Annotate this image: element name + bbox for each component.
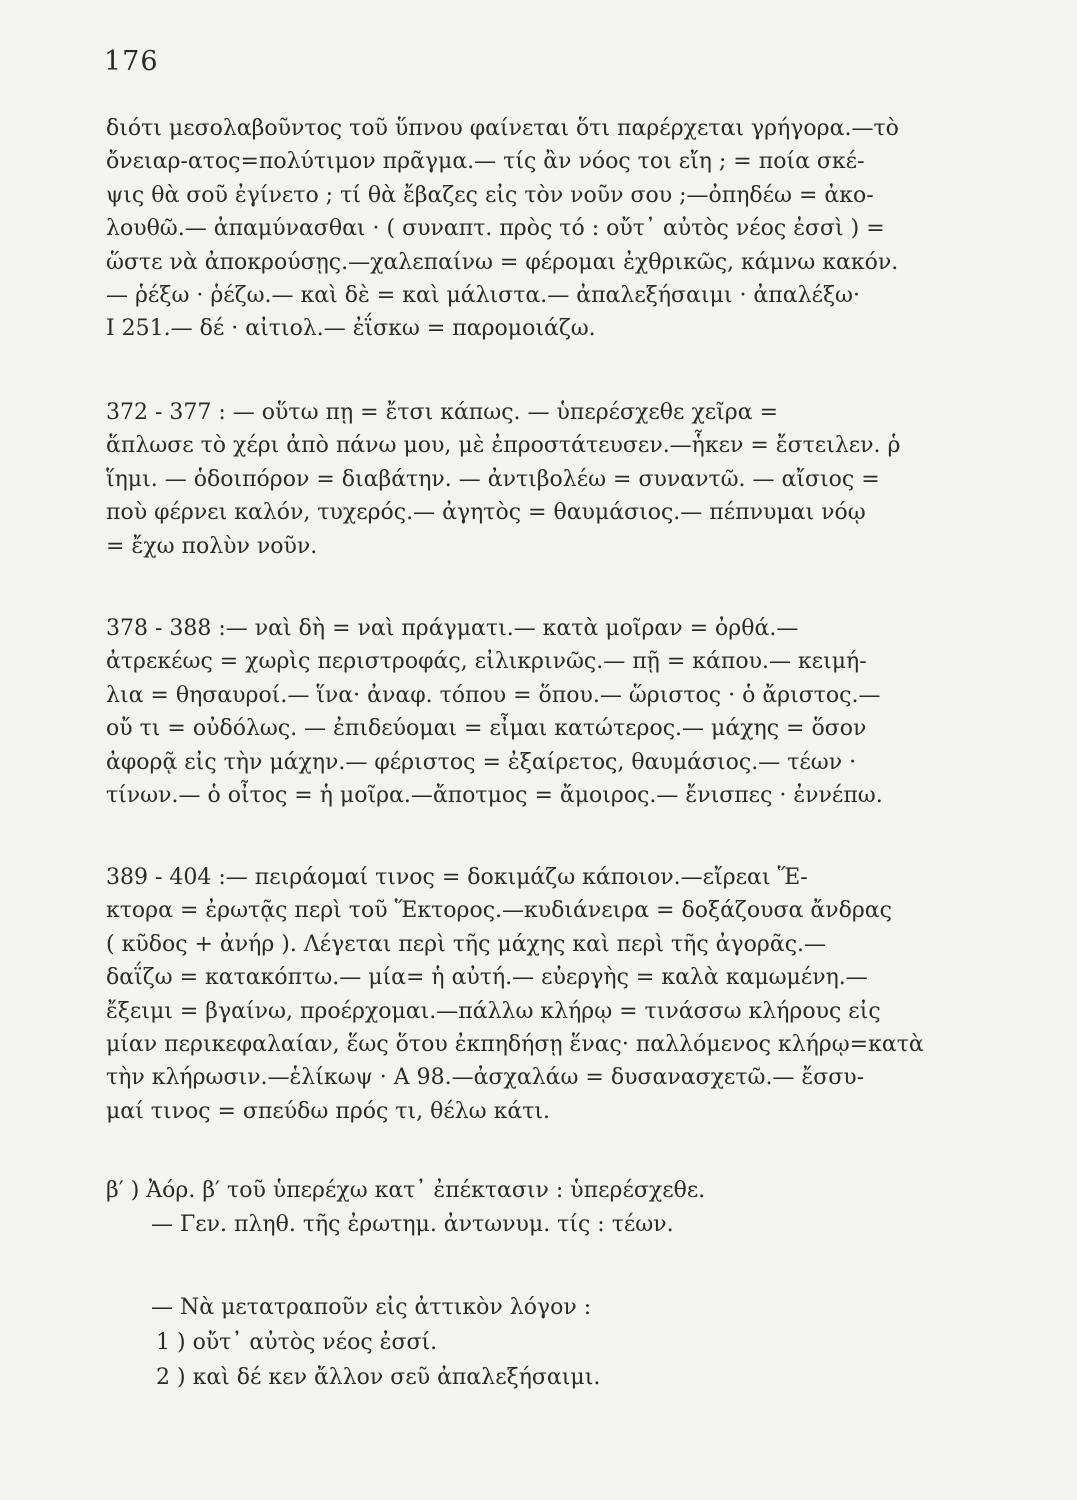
- text-line: ( κῦδος + ἀνήρ ). Λέγεται περὶ τῆς μάχης καὶ περὶ τῆς ἀγορᾶς.—: [106, 931, 827, 957]
- text-line: μαί τινος = σπεύδω πρός τι, θέλω κάτι.: [106, 1098, 551, 1124]
- text-line: 2 ) καὶ δέ κεν ἄλλον σεῦ ἀπαλεξήσαιμι.: [156, 1365, 601, 1390]
- text-line: τὴν κλήρωσιν.—ἑλίκωψ · Α 98.—ἀσχαλάω = δυσανασχετῶ.— ἔσσυ-: [106, 1065, 865, 1091]
- text-line: 389 - 404 :— πειράομαί τινος = δοκιμάζω κάποιον.—εἴρεαι Ἕ-: [106, 865, 808, 890]
- text-line: ὥστε νὰ ἀποκρούσῃς.—χαλεπαίνω = φέρομαι ἐχθρικῶς, κάμνω κακόν.: [106, 249, 899, 275]
- text-line: — ῥέξω · ῥέζω.— καὶ δὲ = καὶ μάλιστα.— ἀπαλεξήσαιμι · ἀπαλέξω·: [106, 283, 860, 309]
- text-line: ἀφορᾷ εἰς τὴν μάχην.— φέριστος = ἐξαίρετος, θαυμάσιος.— τέων ·: [106, 749, 857, 775]
- text-line: — Γεν. πληθ. τῆς ἐρωτημ. ἀντωνυμ. τίς : τέων.: [151, 1212, 674, 1237]
- text-line: ἅπλωσε τὸ χέρι ἀπὸ πάνω μου, μὲ ἐπροστάτευσεν.—ἧκεν = ἔστειλεν. ῥ: [106, 433, 901, 459]
- text-line: λουθῶ.— ἀπαμύνασθαι · ( συναπτ. πρὸς τό : οὔτ᾽ αὐτὸς νέος ἐσσὶ ) =: [106, 216, 885, 242]
- text-line: = ἔχω πολὺν νοῦν.: [106, 533, 318, 559]
- text-line: β′ ) Ἀόρ. β′ τοῦ ὑπερέχω κατ᾽ ἐπέκτασιν : ὑπερέσχεθε.: [106, 1178, 706, 1203]
- text-line: οὔ τι = οὐδόλως. — ἐπιδεύομαι = εἶμαι κατώτερος.— μάχης = ὅσον: [106, 716, 867, 742]
- text-line: ψις θὰ σοῦ ἐγίνετο ; τί θὰ ἔβαζες εἰς τὸν νοῦν σου ;—ὀπηδέω = ἀκο-: [106, 182, 874, 208]
- text-line: ποὺ φέρνει καλόν, τυχερός.— ἀγητὸς = θαυμάσιος.— πέπνυμαι νόῳ: [106, 500, 866, 526]
- commentary-paragraph-389-404: [106, 861, 962, 1128]
- text-line: — Νὰ μετατραποῦν εἰς ἀττικὸν λόγον :: [151, 1295, 592, 1320]
- text-line: τίνων.— ὁ οἶτος = ἡ μοῖρα.—ἄποτμος = ἄμοιρος.— ἔνισπες · ἐννέπω.: [106, 783, 883, 809]
- page-number: 176: [104, 46, 159, 77]
- text-line: 1 ) οὔτ᾽ αὐτὸς νέος ἐσσί.: [156, 1330, 438, 1355]
- text-line: ἀτρεκέως = χωρὶς περιστροφάς, εἰλικρινῶς.— πῇ = κάπου.— κειμή-: [106, 649, 867, 675]
- exercise-section: [106, 1290, 962, 1395]
- text-line: ὄνειαρ-ατος=πολύτιμον πρᾶγμα.— τίς ἂν νόος τοι εἴη ; = ποία σκέ-: [106, 149, 865, 175]
- text-line: μίαν περικεφαλαίαν, ἕως ὅτου ἐκπηδήσῃ ἕνας· παλλόμενος κλήρῳ=κατὰ: [106, 1032, 924, 1058]
- text-line: διότι μεσολαβοῦντος τοῦ ὕπνου φαίνεται ὅτι παρέρχεται γρήγορα.—τὸ: [106, 116, 899, 141]
- commentary-paragraph-378-388: [106, 612, 962, 812]
- text-line: ἵημι. — ὁδοιπόρον = διαβάτην. — ἀντιβολέω = συναντῶ. — αἴσιος =: [106, 466, 880, 492]
- text-line: 372 - 377 : — οὕτω πῃ = ἔτσι κάπως. — ὑπερέσχεθε χεῖρα =: [106, 400, 779, 425]
- text-line: δαΐζω = κατακόπτω.— μία= ἡ αὐτή.— εὐεργὴς = καλὰ καμωμένη.—: [106, 965, 868, 991]
- commentary-paragraph-372-377: [106, 396, 962, 563]
- text-line: 378 - 388 :— ναὶ δὴ = ναὶ πράγματι.— κατὰ μοῖραν = ὀρθά.—: [106, 616, 799, 641]
- text-line: ἔξειμι = βγαίνω, προέρχομαι.—πάλλω κλήρῳ = τινάσσω κλήρους εἰς: [106, 998, 881, 1024]
- text-line: Ι 251.— δέ · αἰτιολ.— ἐΐσκω = παρομοιάζω.: [106, 316, 596, 342]
- commentary-paragraph-1: [106, 112, 962, 346]
- grammar-notes: [106, 1174, 962, 1242]
- text-line: λια = θησαυροί.— ἵνα· ἀναφ. τόπου = ὅπου.— ὥριστος · ὁ ἄριστος.—: [106, 682, 881, 708]
- text-line: κτορα = ἐρωτᾷς περὶ τοῦ Ἕκτορος.—κυδιάνειρα = δοξάζουσα ἄνδρας: [106, 898, 892, 924]
